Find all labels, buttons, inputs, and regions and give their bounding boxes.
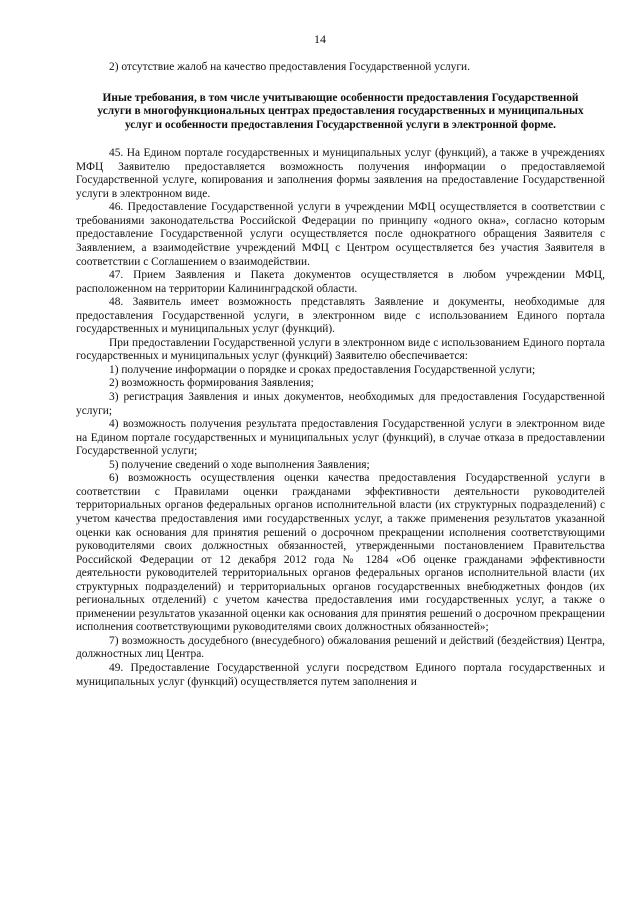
paragraph-electronic-provision: При предоставлении Государственной услуги в электронном виде с использованием Единого портала государственных и муниципальных услуг (функций) Заявителю обеспечивается:	[76, 336, 605, 363]
list-item-1: 1) получение информации о порядке и сроках предоставления Государственной услуги;	[109, 363, 536, 376]
document-body	[76, 61, 605, 689]
page-number: 14	[314, 32, 326, 46]
list-item-3: 3) регистрация Заявления и иных документов, необходимых для предоставления Государственной услуги;	[76, 391, 605, 417]
list-item-4: 4) возможность получения результата предоставления Государственной услуги в электронном виде на Едином портале государственных и муниципальных услуг (функций), в случае отказа в предоставлении Государственной услуги;	[76, 418, 605, 458]
list-item-2: 2) возможность формирования Заявления;	[109, 377, 314, 390]
list-item-7: 7) возможность досудебного (внесудебного) обжалования решений и действий (бездействия) Центра, должностных лиц Центра.	[76, 634, 605, 661]
list-item-5: 5) получение сведений о ходе выполнения Заявления;	[109, 458, 370, 471]
paragraph-47: 47. Прием Заявления и Пакета документов осуществляется в любом учреждении МФЦ, расположенном на территории Калининградской области.	[76, 269, 605, 295]
paragraph-45: 45. На Едином портале государственных и муниципальных услуг (функций), а также в учреждениях МФЦ Заявителю предоставляется возможность получения информации о предоставляемой Государственной услуге, копирования и заполнения формы заявления на предоставление Государственной услуги в электронном виде.	[76, 147, 605, 200]
paragraph-46: 46. Предоставление Государственной услуги в учреждении МФЦ осуществляется в соответствии с требованиями законодательства Российской Федерации по принципу «одного окна», согласно которым предоставление Государственной услуги осуществляется после однократного обращения Заявителя с Заявлением, а взаимодействие учреждений МФЦ с Центром осуществляется без участия Заявителя в соответствии с Соглашением о взаимодействии.	[76, 201, 605, 268]
intro-list-item: 2) отсутствие жалоб на качество предоставления Государственной услуги.	[109, 61, 470, 73]
list-item-6: 6) возможность осуществления оценки качества предоставления Государственной услуги в соответствии с Правилами оценки гражданами эффективности деятельности руководителей территориальных органов федеральных органов исполнительной власти (их структурных подразделений) с учетом качества предоставления ими государственных услуг, а также применения результатов указанной оценки как основания для принятия решений о досрочном прекращении исполнения соответствующими руководителями своих должностных обязанностей, утвержденными постановлением Правительства Российской Федерации от 12 декабря 2012 года № 1284 «Об оценке гражданами эффективности деятельности руководителей территориальных органов федеральных органов исполнительной власти (их структурных подразделений) и территориальных органов государственных внебюджетных фондов (их региональных отделений) с учетом качества предоставления ими государственных услуг, а также о применении результатов указанной оценки как основания для принятия решений о досрочном прекращении исполнения соответствующими руководителями своих должностных обязанностей»;	[76, 472, 605, 634]
paragraph-49: 49. Предоставление Государственной услуги посредством Единого портала государственных и муниципальных услуг (функций) осуществляется путем заполнения и	[76, 661, 605, 688]
section-heading: Иные требования, в том числе учитывающие особенности предоставления Государственной услуги в многофункциональных центрах предоставления государственных и муниципальных услуг и особенности предоставления Государственной услуги в электронной форме.	[97, 91, 584, 131]
paragraph-48: 48. Заявитель имеет возможность представлять Заявление и документы, необходимые для предоставления Государственной услуги, в электронном виде с использованием Единого портала государственных и муниципальных услуг (функций).	[76, 296, 605, 336]
